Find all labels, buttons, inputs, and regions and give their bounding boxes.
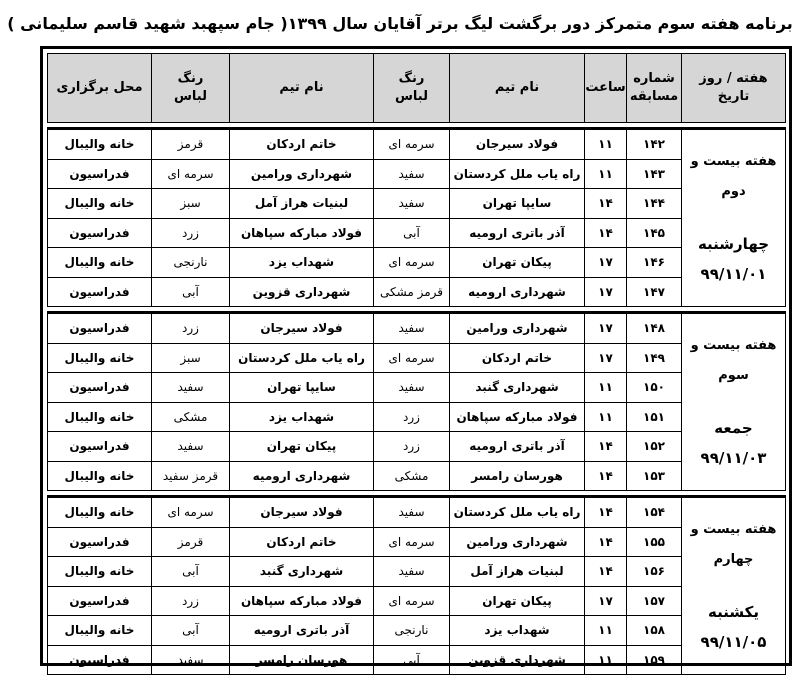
color2-cell: قرمز سفید <box>152 461 230 491</box>
team1-cell: پیکان تهران <box>450 586 585 616</box>
team2-cell: شهرداری ارومیه <box>230 461 374 491</box>
venue-cell: خانه والیبال <box>48 497 152 528</box>
color2-cell: مشکی <box>152 402 230 432</box>
time-cell: ۱۴ <box>585 432 627 462</box>
venue-cell: خانه والیبال <box>48 557 152 587</box>
color1-cell: زرد <box>374 402 450 432</box>
color2-cell: سبز <box>152 189 230 219</box>
color2-cell: قرمز <box>152 129 230 160</box>
table-row <box>48 248 786 278</box>
table-row <box>48 527 786 557</box>
day-label: یکشنبه <box>708 603 759 621</box>
time-cell: ۱۱ <box>585 402 627 432</box>
venue-cell: خانه والیبال <box>48 129 152 160</box>
venue-cell: فدراسیون <box>48 373 152 403</box>
table-row <box>48 461 786 491</box>
table-row <box>48 313 786 344</box>
team2-cell: فولاد مبارکه سپاهان <box>230 218 374 248</box>
date-label: ۹۹/۱۱/۰۱ <box>700 265 767 283</box>
match-number-cell: ۱۴۶ <box>627 248 682 278</box>
venue-cell: خانه والیبال <box>48 402 152 432</box>
match-number-cell: ۱۵۳ <box>627 461 682 491</box>
team1-cell: سایپا تهران <box>450 189 585 219</box>
match-number-cell: ۱۵۲ <box>627 432 682 462</box>
table-row <box>48 129 786 160</box>
color2-cell: آبی <box>152 557 230 587</box>
match-number-cell: ۱۴۴ <box>627 189 682 219</box>
match-number-cell: ۱۴۹ <box>627 343 682 373</box>
team1-cell: فولاد مبارکه سپاهان <box>450 402 585 432</box>
color1-cell: آبی <box>374 218 450 248</box>
venue-cell: فدراسیون <box>48 159 152 189</box>
venue-cell: فدراسیون <box>48 527 152 557</box>
venue-cell: فدراسیون <box>48 277 152 307</box>
team2-cell: شهداب یزد <box>230 402 374 432</box>
team1-cell: شهرداری ارومیه <box>450 277 585 307</box>
color2-cell: آبی <box>152 277 230 307</box>
color1-cell: سرمه ای <box>374 343 450 373</box>
header-color1: رنگ لباس <box>374 54 450 123</box>
table-row <box>48 432 786 462</box>
table-row <box>48 402 786 432</box>
team1-cell: شهرداری قزوین <box>450 645 585 675</box>
color2-cell: سفید <box>152 645 230 675</box>
venue-cell: خانه والیبال <box>48 343 152 373</box>
week-label: هفته بیست و چهارم <box>690 522 777 567</box>
time-cell: ۱۴ <box>585 461 627 491</box>
color1-cell: سفید <box>374 189 450 219</box>
team1-cell: شهرداری ورامین <box>450 313 585 344</box>
venue-cell: خانه والیبال <box>48 461 152 491</box>
team2-cell: شهرداری قزوین <box>230 277 374 307</box>
color1-cell: سفید <box>374 313 450 344</box>
match-number-cell: ۱۵۹ <box>627 645 682 675</box>
color1-cell: سرمه ای <box>374 129 450 160</box>
color1-cell: آبی <box>374 645 450 675</box>
color1-cell: نارنجی <box>374 616 450 646</box>
match-number-cell: ۱۵۱ <box>627 402 682 432</box>
team2-cell: فولاد سیرجان <box>230 313 374 344</box>
time-cell: ۱۷ <box>585 586 627 616</box>
table-row <box>48 373 786 403</box>
venue-cell: فدراسیون <box>48 645 152 675</box>
team2-cell: آذر باتری ارومیه <box>230 616 374 646</box>
time-cell: ۱۴ <box>585 497 627 528</box>
header-venue: محل برگزاری <box>48 54 152 123</box>
date-label: ۹۹/۱۱/۰۳ <box>700 449 767 467</box>
table-row <box>48 277 786 307</box>
venue-cell: خانه والیبال <box>48 616 152 646</box>
week-day-cell <box>682 129 786 307</box>
color2-cell: آبی <box>152 616 230 646</box>
match-number-cell: ۱۴۵ <box>627 218 682 248</box>
match-number-cell: ۱۵۷ <box>627 586 682 616</box>
team1-cell: آذر باتری ارومیه <box>450 218 585 248</box>
color2-cell: زرد <box>152 313 230 344</box>
team2-cell: هورسان رامسر <box>230 645 374 675</box>
table-row <box>48 557 786 587</box>
time-cell: ۱۴ <box>585 218 627 248</box>
header-time: ساعت <box>585 54 627 123</box>
time-cell: ۱۴ <box>585 527 627 557</box>
team2-cell: فولاد مبارکه سپاهان <box>230 586 374 616</box>
page-title: برنامه هفته سوم متمرکز دور برگشت لیگ برتر آقایان سال ۱۳۹۹( جام سپهبد شهید قاسم سلیمانی ) <box>7 14 793 33</box>
color1-cell: سرمه ای <box>374 248 450 278</box>
time-cell: ۱۱ <box>585 373 627 403</box>
day-label: چهارشنبه <box>697 235 770 253</box>
date-label: ۹۹/۱۱/۰۵ <box>700 633 767 651</box>
team2-cell: خاتم اردکان <box>230 527 374 557</box>
color2-cell: سرمه ای <box>152 497 230 528</box>
time-cell: ۱۷ <box>585 343 627 373</box>
team1-cell: فولاد سیرجان <box>450 129 585 160</box>
table-row <box>48 645 786 675</box>
color1-cell: زرد <box>374 432 450 462</box>
venue-cell: فدراسیون <box>48 586 152 616</box>
schedule-table <box>47 53 786 675</box>
time-cell: ۱۷ <box>585 248 627 278</box>
color2-cell: نارنجی <box>152 248 230 278</box>
team2-cell: راه یاب ملل کردستان <box>230 343 374 373</box>
header-color2: رنگ لباس <box>152 54 230 123</box>
week-day-cell <box>682 313 786 491</box>
time-cell: ۱۷ <box>585 313 627 344</box>
header-match-number: شماره مسابقه <box>627 54 682 123</box>
venue-cell: فدراسیون <box>48 313 152 344</box>
team1-cell: خاتم اردکان <box>450 343 585 373</box>
team2-cell: لبنیات هراز آمل <box>230 189 374 219</box>
week-day-cell <box>682 497 786 675</box>
team1-cell: شهداب یزد <box>450 616 585 646</box>
team2-cell: خاتم اردکان <box>230 129 374 160</box>
match-number-cell: ۱۵۵ <box>627 527 682 557</box>
time-cell: ۱۱ <box>585 129 627 160</box>
team1-cell: آذر باتری ارومیه <box>450 432 585 462</box>
team1-cell: راه یاب ملل کردستان <box>450 159 585 189</box>
color1-cell: سفید <box>374 497 450 528</box>
team2-cell: پیکان تهران <box>230 432 374 462</box>
time-cell: ۱۱ <box>585 616 627 646</box>
time-cell: ۱۷ <box>585 277 627 307</box>
color1-cell: سفید <box>374 373 450 403</box>
color2-cell: زرد <box>152 586 230 616</box>
table-row <box>48 218 786 248</box>
match-number-cell: ۱۵۴ <box>627 497 682 528</box>
match-number-cell: ۱۴۷ <box>627 277 682 307</box>
schedule-body <box>48 123 786 675</box>
table-row <box>48 586 786 616</box>
week-label: هفته بیست و سوم <box>690 338 777 383</box>
color1-cell: سرمه ای <box>374 586 450 616</box>
color1-cell: مشکی <box>374 461 450 491</box>
table-row <box>48 159 786 189</box>
color2-cell: زرد <box>152 218 230 248</box>
team2-cell: فولاد سیرجان <box>230 497 374 528</box>
team2-cell: سایپا تهران <box>230 373 374 403</box>
team1-cell: راه یاب ملل کردستان <box>450 497 585 528</box>
header-row <box>48 54 786 123</box>
match-number-cell: ۱۵۰ <box>627 373 682 403</box>
time-cell: ۱۱ <box>585 645 627 675</box>
color1-cell: سرمه ای <box>374 527 450 557</box>
venue-cell: خانه والیبال <box>48 248 152 278</box>
match-number-cell: ۱۵۸ <box>627 616 682 646</box>
color2-cell: قرمز <box>152 527 230 557</box>
header-team1: نام تیم <box>450 54 585 123</box>
match-number-cell: ۱۴۲ <box>627 129 682 160</box>
week-label: هفته بیست و دوم <box>690 154 777 199</box>
header-week-day: هفته / روز تاریخ <box>682 54 786 123</box>
team1-cell: پیکان تهران <box>450 248 585 278</box>
match-number-cell: ۱۵۶ <box>627 557 682 587</box>
color1-cell: سفید <box>374 557 450 587</box>
team1-cell: شهرداری گنبد <box>450 373 585 403</box>
match-number-cell: ۱۴۸ <box>627 313 682 344</box>
color2-cell: سرمه ای <box>152 159 230 189</box>
match-number-cell: ۱۴۳ <box>627 159 682 189</box>
team1-cell: لبنیات هراز آمل <box>450 557 585 587</box>
team2-cell: شهداب یزد <box>230 248 374 278</box>
table-row <box>48 616 786 646</box>
venue-cell: خانه والیبال <box>48 189 152 219</box>
time-cell: ۱۴ <box>585 557 627 587</box>
team1-cell: شهرداری ورامین <box>450 527 585 557</box>
table-row <box>48 497 786 528</box>
header-team2: نام تیم <box>230 54 374 123</box>
table-row <box>48 343 786 373</box>
team2-cell: شهرداری گنبد <box>230 557 374 587</box>
day-label: جمعه <box>714 419 753 437</box>
team1-cell: هورسان رامسر <box>450 461 585 491</box>
color2-cell: سفید <box>152 373 230 403</box>
color2-cell: سفید <box>152 432 230 462</box>
time-cell: ۱۴ <box>585 189 627 219</box>
team2-cell: شهرداری ورامین <box>230 159 374 189</box>
color2-cell: سبز <box>152 343 230 373</box>
time-cell: ۱۱ <box>585 159 627 189</box>
venue-cell: فدراسیون <box>48 432 152 462</box>
color1-cell: سفید <box>374 159 450 189</box>
color1-cell: قرمز مشکی <box>374 277 450 307</box>
table-row <box>48 189 786 219</box>
venue-cell: فدراسیون <box>48 218 152 248</box>
